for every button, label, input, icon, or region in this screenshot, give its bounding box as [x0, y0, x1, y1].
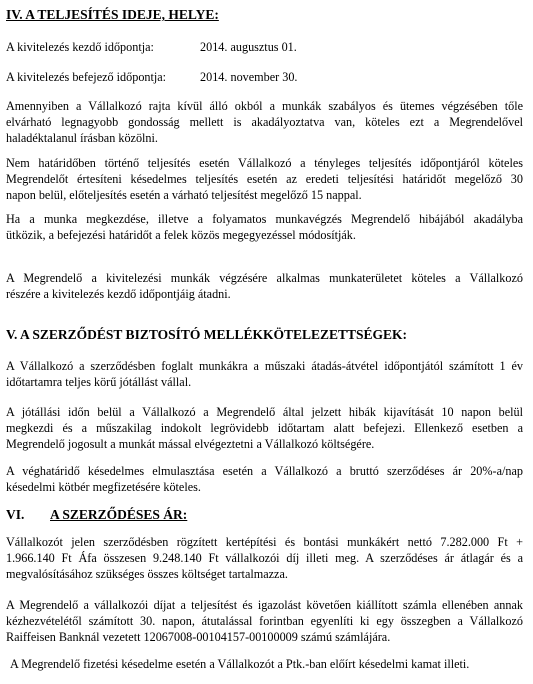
end-date-label: A kivitelezés befejező időpontja:: [6, 70, 167, 84]
section-iv-title: IV. A TELJESÍTÉS IDEJE, HELYE:: [6, 7, 219, 22]
section-vi-paragraph-3: A Megrendelő fizetési késedelme esetén a Vállalkozót a Ptk.-ban előírt késedelmi kamat illeti.: [10, 657, 470, 671]
start-date-row: [6, 40, 297, 55]
section-vi-paragraph-1: Vállalkozót jelen szerződésben rögzített kertépítési és bontási munkákért nettó 7.282.000 Ft + 1.966.140 Ft Áfa összesen 9.248.140 Ft vállalkozói díj illeti meg. A szerződéses ár átlagár és a megvalósításához szükséges összes költséget tartalmazza.: [6, 535, 523, 581]
section-iv-paragraph-2: Nem határidőben történő teljesítés esetén Vállalkozó a tényleges teljesítés időpontjáról köteles Megrendelőt értesíteni késedelmes teljesítés esetén az eredeti teljesítési határidőt megelőző 30 napon belül, előteljesítés esetén a várható teljesítést megelőző 15 nappal.: [6, 156, 523, 202]
end-date-row: [6, 70, 298, 85]
section-iv-paragraph-4: A Megrendelő a kivitelezési munkák végzésére alkalmas munkaterületet köteles a Vállalkozó részére a kivitelezés kezdő időpontjáig átadni.: [6, 271, 523, 301]
section-vi-number: VI.: [6, 507, 25, 522]
section-v-title: V. A SZERZŐDÉST BIZTOSÍTÓ MELLÉKKÖTELEZETTSÉGEK:: [6, 327, 408, 342]
section-iv-paragraph-1: Amennyiben a Vállalkozó rajta kívül álló okból a munkák szabályos és ütemes végzésében tőle elvárható legnagyobb gondosság mellett is akadályoztatva van, köteles ezt a Megrendelővel haladéktalanul írásban közölni.: [6, 99, 523, 145]
section-v-paragraph-3: A véghatáridő késedelmes elmulasztása esetén a Vállalkozó a bruttó szerződéses ár 20%-a/nap késedelmi kötbér megfizetésére köteles.: [6, 464, 523, 494]
section-v-paragraph-2: A jótállási időn belül a Vállalkozó a Megrendelő által jelzett hibák kijavítását 10 napon belül megkezdi és a műszakilag indokolt legrövidebb időtartam alatt befejezi. Ellenkező esetben a Megrendelő jogosult a munkát mással elvégeztetni a Vállalkozó költségére.: [6, 405, 523, 451]
end-date-value: 2014. november 30.: [200, 70, 298, 84]
section-vi-title-text: A SZERZŐDÉSES ÁR:: [50, 507, 188, 522]
start-date-label: A kivitelezés kezdő időpontja:: [6, 40, 154, 54]
section-v-paragraph-1: A Vállalkozó a szerződésben foglalt munkákra a műszaki átadás-átvétel időpontjától számított 1 év időtartamra teljes körű jótállást vállal.: [6, 359, 523, 389]
start-date-value: 2014. augusztus 01.: [200, 40, 297, 54]
section-vi-paragraph-2: A Megrendelő a vállalkozói díjat a teljesítést és igazolást követően kiállított számla ellenében annak kézhezvételétől számított 30. napon, átutalással forintban egyenlíti ki egy összegben a Vállalkozó Raiffeisen Banknál vezetett 12067008-00104157-00100009 számú számlájára.: [6, 598, 523, 644]
section-iv-paragraph-3: Ha a munka megkezdése, illetve a folyamatos munkavégzés Megrendelő hibájából akadályba ütközik, a befejezési határidőt a felek közös megegyezéssel módosítják.: [6, 212, 523, 242]
section-vi-title: [6, 507, 187, 523]
